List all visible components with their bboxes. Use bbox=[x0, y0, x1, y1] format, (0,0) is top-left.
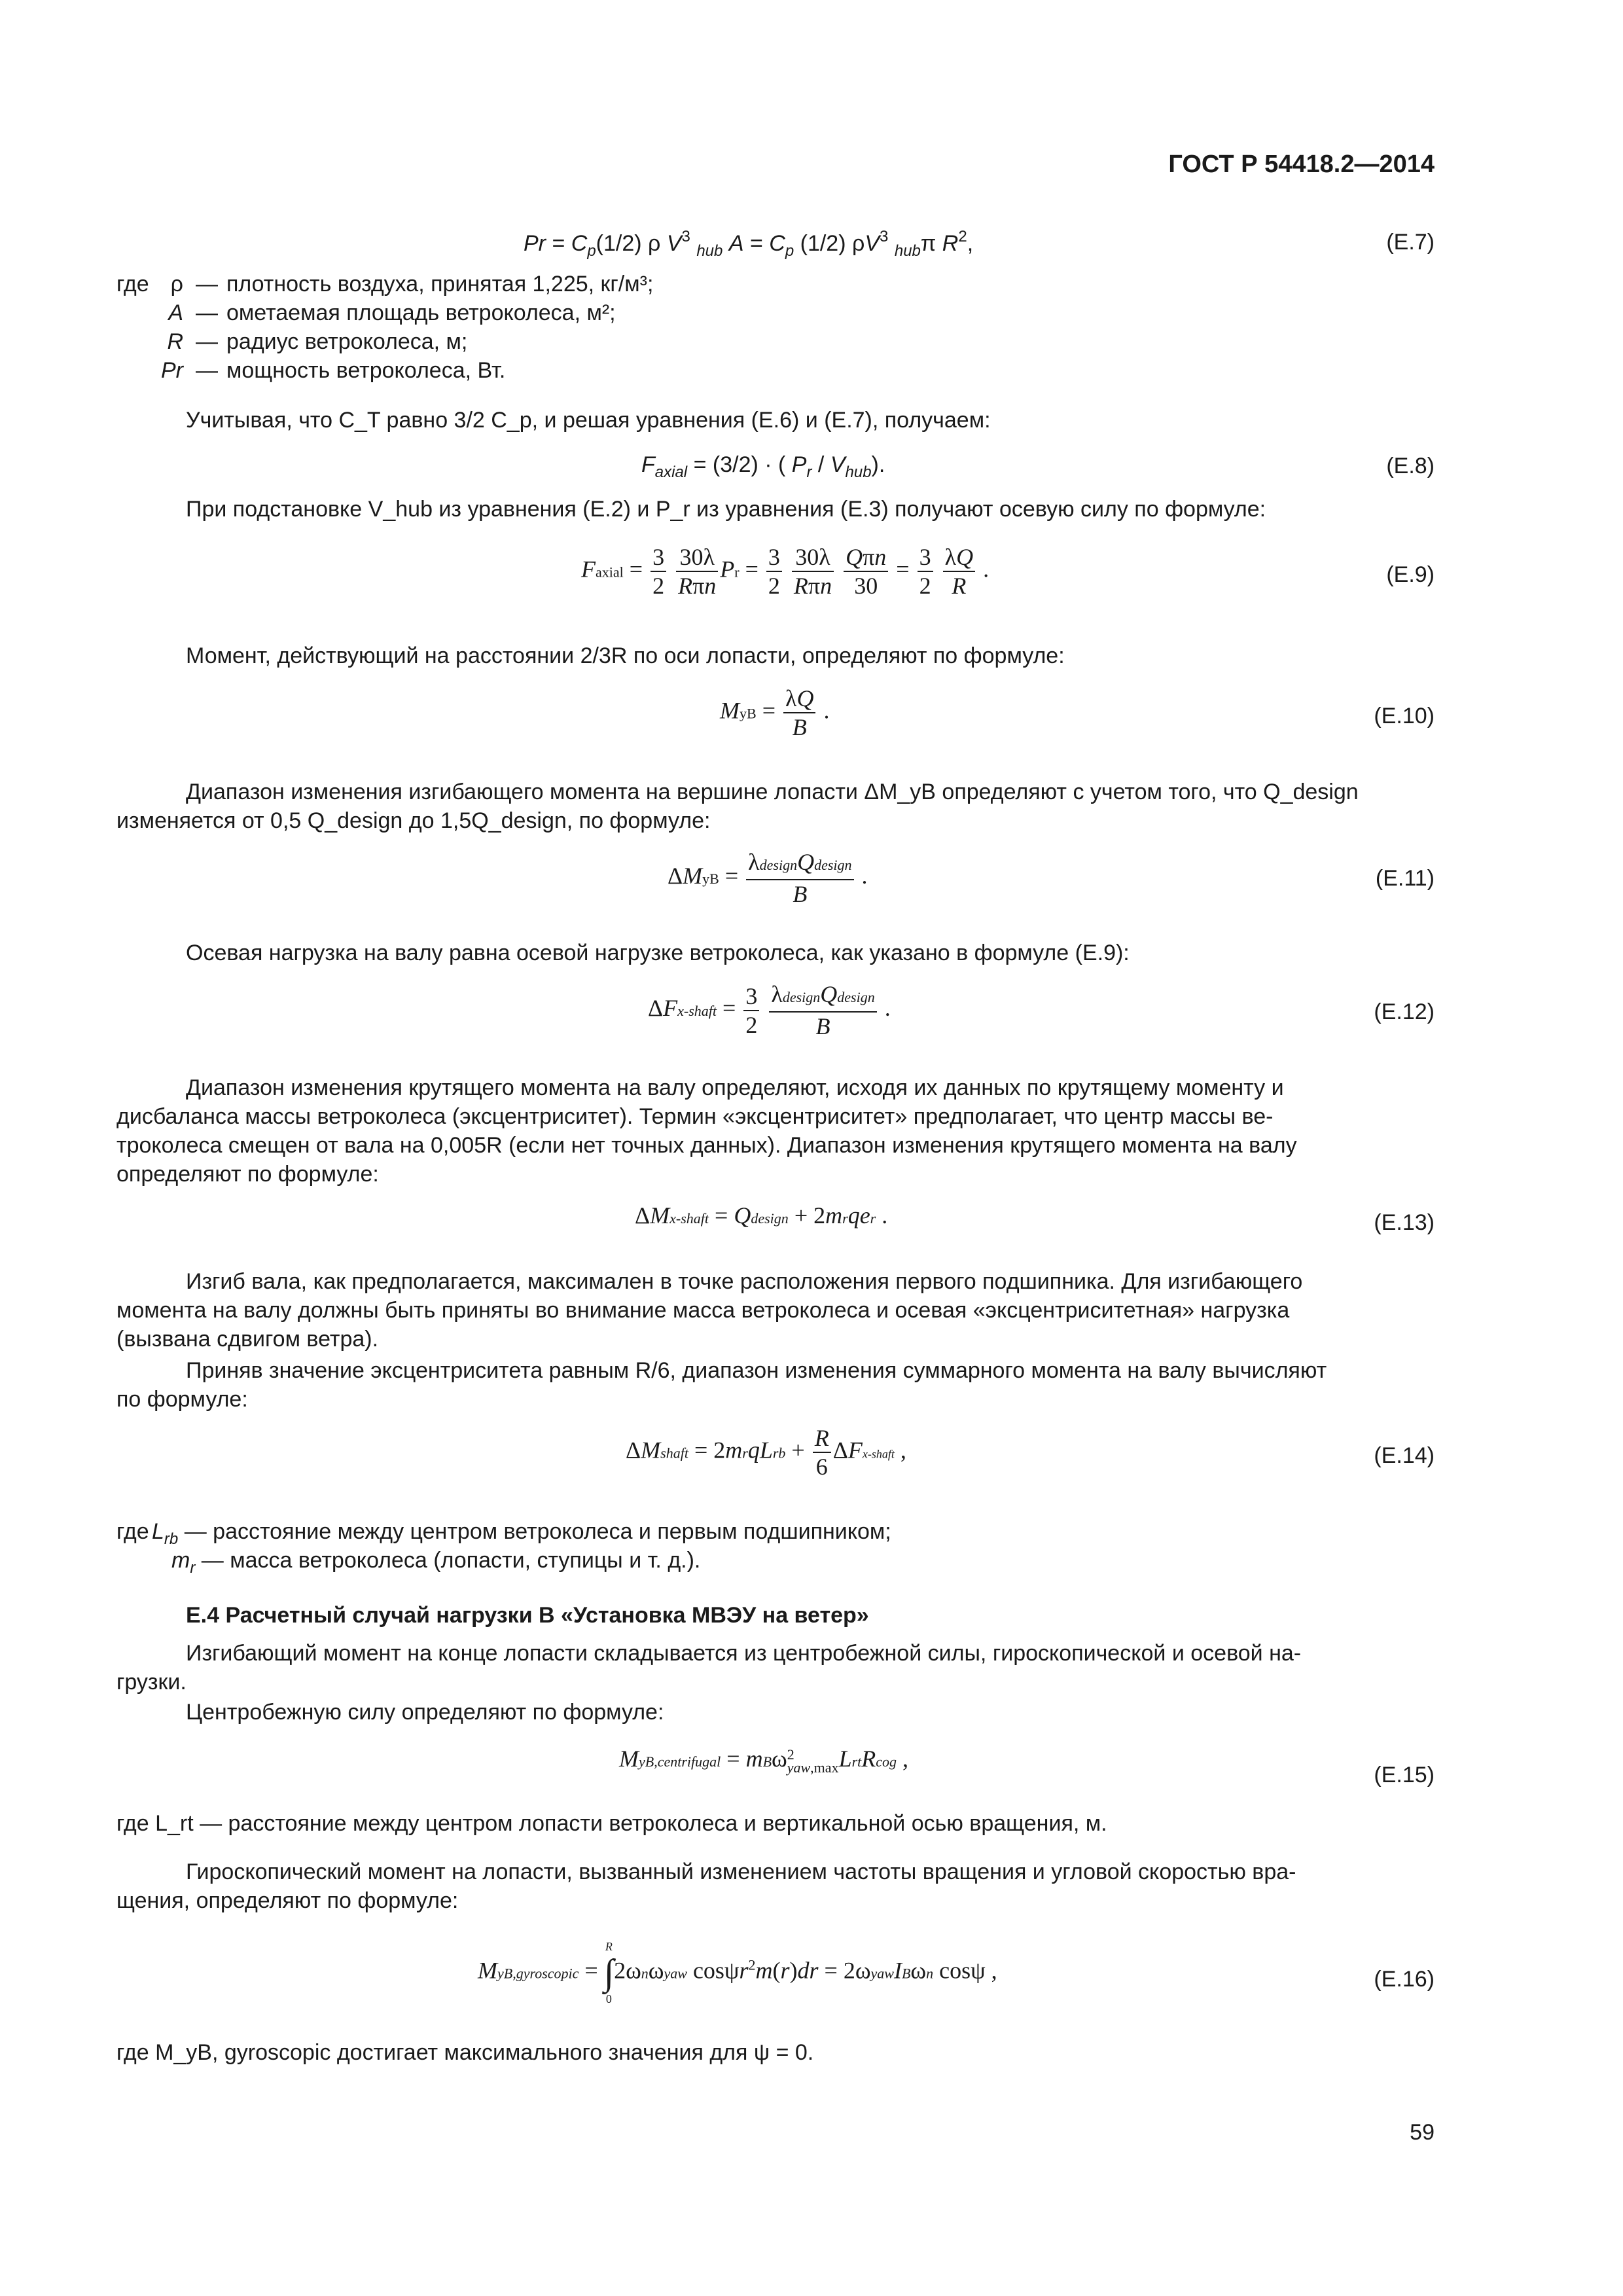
paragraph-p7-line2: момента на валу должны быть приняты во внимание масса ветроколеса и осевая «эксцентриситетная» нагрузка bbox=[116, 1298, 1290, 1323]
paragraph-p9-line1: Изгибающий момент на конце лопасти складывается из центробежной силы, гироскопической и осевой на- bbox=[186, 1641, 1302, 1666]
paragraph-p6-line2: дисбаланса массы ветроколеса (эксцентриситет). Термин «эксцентриситет» предполагает, что центр массы ве- bbox=[116, 1104, 1274, 1129]
eq-number-e8: (E.8) bbox=[1386, 454, 1435, 478]
eq-number-e13: (E.13) bbox=[1374, 1210, 1435, 1235]
document-header: ГОСТ Р 54418.2—2014 bbox=[1168, 151, 1435, 178]
paragraph-p4a: Диапазон изменения изгибающего момента на вершине лопасти ΔM_yB определяют с учетом того, что Q_design bbox=[186, 780, 1359, 804]
formula-e12: ΔFx-shaft = $\frac{3}{2}$ $\frac{\text{λdesignQdesign}}{B}$ . bbox=[648, 981, 891, 1039]
paragraph-p7-line1: Изгиб вала, как предполагается, максимален в точке расположения первого подшипника. Для изгибающего bbox=[186, 1269, 1303, 1294]
definition-power: Pr — мощность ветроколеса, Вт. bbox=[161, 358, 506, 383]
eq-number-e7: (E.7) bbox=[1386, 230, 1435, 255]
paragraph-p4b: изменяется от 0,5 Q_design до 1,5Q_design, по формуле: bbox=[116, 808, 711, 833]
eq-number-e10: (E.10) bbox=[1374, 704, 1435, 728]
where-label: где bbox=[116, 272, 149, 296]
paragraph-p7-line3: (вызвана сдвигом ветра). bbox=[116, 1327, 379, 1352]
paragraph-p3: Момент, действующий на расстоянии 2/3R по оси лопасти, определяют по формуле: bbox=[186, 643, 1065, 668]
formula-e9: Faxial = $\frac{3}{2}$ $\frac{30\lambda}{\text{Rπn}}$ Pr = $\frac{3}{2}$ $\frac{30\lambda}{\text{Rπn}}$ $\frac{\text{Qπn}}{30}$ = $\frac{3}{2}$ $\frac{\lambda Q}{R}$ . bbox=[581, 544, 990, 599]
formula-e16: MyB,gyroscopic = R ∫ 0 2ωnωyaw cosψr$^2$m(r)dr = 2ωyawIBωn cosψ , bbox=[478, 1940, 997, 2005]
formula-e13: ΔMx-shaft = Qdesign + 2mrqer . bbox=[635, 1202, 888, 1229]
paragraph-p10: Центробежную силу определяют по формуле: bbox=[186, 1700, 664, 1725]
paragraph-p6-line3: троколеса смещен от вала на 0,005R (если нет точных данных). Диапазон изменения крутящего момента на валу bbox=[116, 1133, 1297, 1158]
formula-e8: $F_{axial} = (3/2)$ · ( $P_r / V_{hub}$). bbox=[641, 452, 885, 481]
paragraph-p12-line2: щения, определяют по формуле: bbox=[116, 1888, 459, 1913]
eq-number-e12: (E.12) bbox=[1374, 999, 1435, 1024]
paragraph-p13: где M_yB, gyroscopic достигает максимального значения для ψ = 0. bbox=[116, 2040, 814, 2065]
paragraph-p12-line1: Гироскопический момент на лопасти, вызванный изменением частоты вращения и угловой скоростью вра- bbox=[186, 1859, 1296, 1884]
paragraph-p1: Учитывая, что C_T равно 3/2 C_p, и решая уравнения (E.6) и (E.7), получаем: bbox=[186, 408, 991, 433]
definition-lrb: $L_{rb}$ — расстояние между центром ветроколеса и первым подшипником; bbox=[152, 1519, 891, 1548]
paragraph-p8 bbox=[116, 1356, 1435, 1414]
formula-e15: MyB,centrifugal = mBω 2 yaw,max LrtRcog , bbox=[619, 1746, 909, 1776]
paragraph-p9 bbox=[116, 1639, 1435, 1696]
paragraph-p5: Осевая нагрузка на валу равна осевой нагрузке ветроколеса, как указано в формуле (E.9): bbox=[186, 941, 1130, 965]
eq-number-e14: (E.14) bbox=[1374, 1443, 1435, 1468]
formula-e14: ΔMshaft = 2mrqLrb + $\frac{R}{6}$ ΔFx-shaft , bbox=[626, 1425, 906, 1480]
paragraph-p12 bbox=[116, 1857, 1435, 1915]
paragraph-p6-line1: Диапазон изменения крутящего момента на валу определяют, исходя их данных по крутящему моменту и bbox=[186, 1075, 1284, 1100]
paragraph-p6 bbox=[116, 1073, 1435, 1189]
definition-mr: $m_r$ — масса ветроколеса (лопасти, ступицы и т. д.). bbox=[171, 1548, 701, 1577]
where-label-2: где bbox=[116, 1519, 149, 1544]
definition-area: A — ометаемая площадь ветроколеса, м²; bbox=[168, 300, 616, 325]
paragraph-p9-line2: грузки. bbox=[116, 1670, 187, 1695]
paragraph-p8-line2: по формуле: bbox=[116, 1387, 248, 1412]
eq-number-e11: (E.11) bbox=[1375, 866, 1435, 891]
paragraph-p7 bbox=[116, 1267, 1435, 1354]
formula-e11: ΔMyB = $\frac{\text{λdesignQdesign}}{B}$ . bbox=[668, 849, 868, 907]
definition-radius: R — радиус ветроколеса, м; bbox=[167, 329, 468, 354]
section-heading-e4: E.4 Расчетный случай нагрузки B «Установка МВЭУ на ветер» bbox=[186, 1603, 869, 1628]
formula-e7: $Pr = C_p(1/2)$ ρ $V^3$ $_{hub}$ $A = C_p$ (1/2) $\rho V^3$ $_{hub}$π $R^2$, bbox=[524, 228, 974, 260]
paragraph-p2: При подстановке V_hub из уравнения (E.2) и P_r из уравнения (E.3) получают осевую силу по формуле: bbox=[186, 497, 1266, 522]
eq-number-e9: (E.9) bbox=[1386, 562, 1435, 587]
paragraph-p11: где L_rt — расстояние между центром лопасти ветроколеса и вертикальной осью вращения, м. bbox=[116, 1811, 1107, 1836]
paragraph-p8-line1: Приняв значение эксцентриситета равным R/6, диапазон изменения суммарного момента на валу вычисляют bbox=[186, 1358, 1327, 1383]
page-number: 59 bbox=[1410, 2120, 1435, 2145]
definition-rho: ρ — плотность воздуха, принятая 1,225, кг/м³; bbox=[170, 272, 654, 296]
paragraph-p6-line4: определяют по формуле: bbox=[116, 1162, 379, 1187]
eq-number-e16: (E.16) bbox=[1374, 1967, 1435, 1992]
eq-number-e15: (E.15) bbox=[1374, 1763, 1435, 1787]
formula-e10: MyB = $\frac{\lambda Q}{B}$ . bbox=[720, 685, 830, 740]
